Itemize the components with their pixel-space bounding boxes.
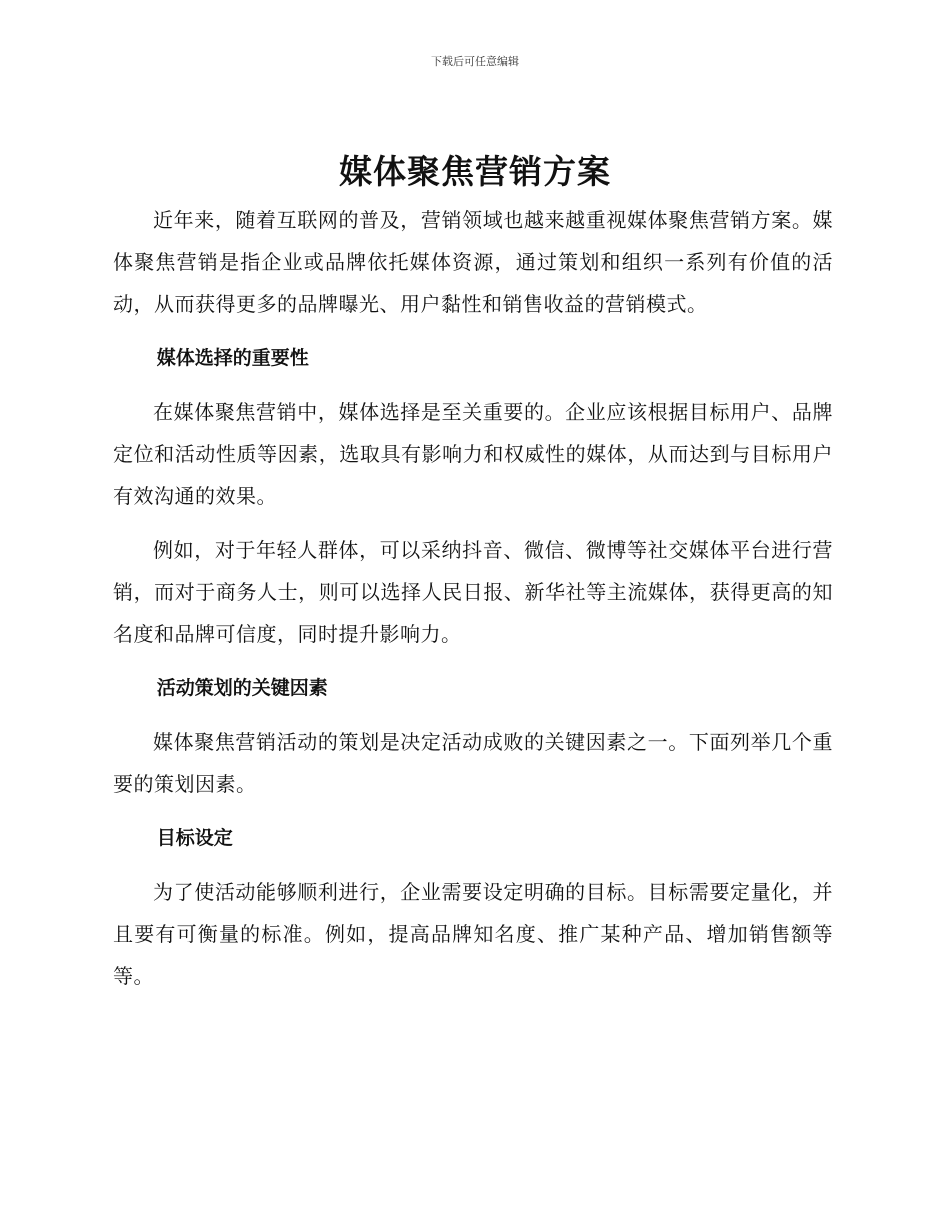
paragraph-goal-setting: 为了使活动能够顺利进行，企业需要设定明确的目标。目标需要定量化，并且要有可衡量的标准。例如，提高品牌知名度、推广某种产品、增加销售额等等。 xyxy=(113,880,833,988)
paragraph-media-selection: 在媒体聚焦营销中，媒体选择是至关重要的。企业应该根据目标用户、品牌定位和活动性质等因素，选取具有影响力和权威性的媒体，从而达到与目标用户有效沟通的效果。 xyxy=(113,400,833,508)
document-title: 媒体聚焦营销方案 xyxy=(339,152,611,191)
document-body xyxy=(113,199,833,997)
paragraph-intro: 近年来，随着互联网的普及，营销领域也越来越重视媒体聚焦营销方案。媒体聚焦营销是指企业或品牌依托媒体资源，通过策划和组织一系列有价值的活动，从而获得更多的品牌曝光、用户黏性和销售收益的营销模式。 xyxy=(113,208,833,316)
section-heading-goal-setting: 目标设定 xyxy=(156,827,233,849)
section-heading-key-factors: 活动策划的关键因素 xyxy=(156,677,328,699)
paragraph-media-examples: 例如，对于年轻人群体，可以采纳抖音、微信、微博等社交媒体平台进行营销，而对于商务人士，则可以选择人民日报、新华社等主流媒体，获得更高的知名度和品牌可信度，同时提升影响力。 xyxy=(113,538,833,646)
paragraph-key-factors: 媒体聚焦营销活动的策划是决定活动成败的关键因素之一。下面列举几个重要的策划因素。 xyxy=(113,730,833,796)
header-note: 下载后可任意编辑 xyxy=(431,55,519,68)
section-heading-media-selection: 媒体选择的重要性 xyxy=(156,347,309,369)
